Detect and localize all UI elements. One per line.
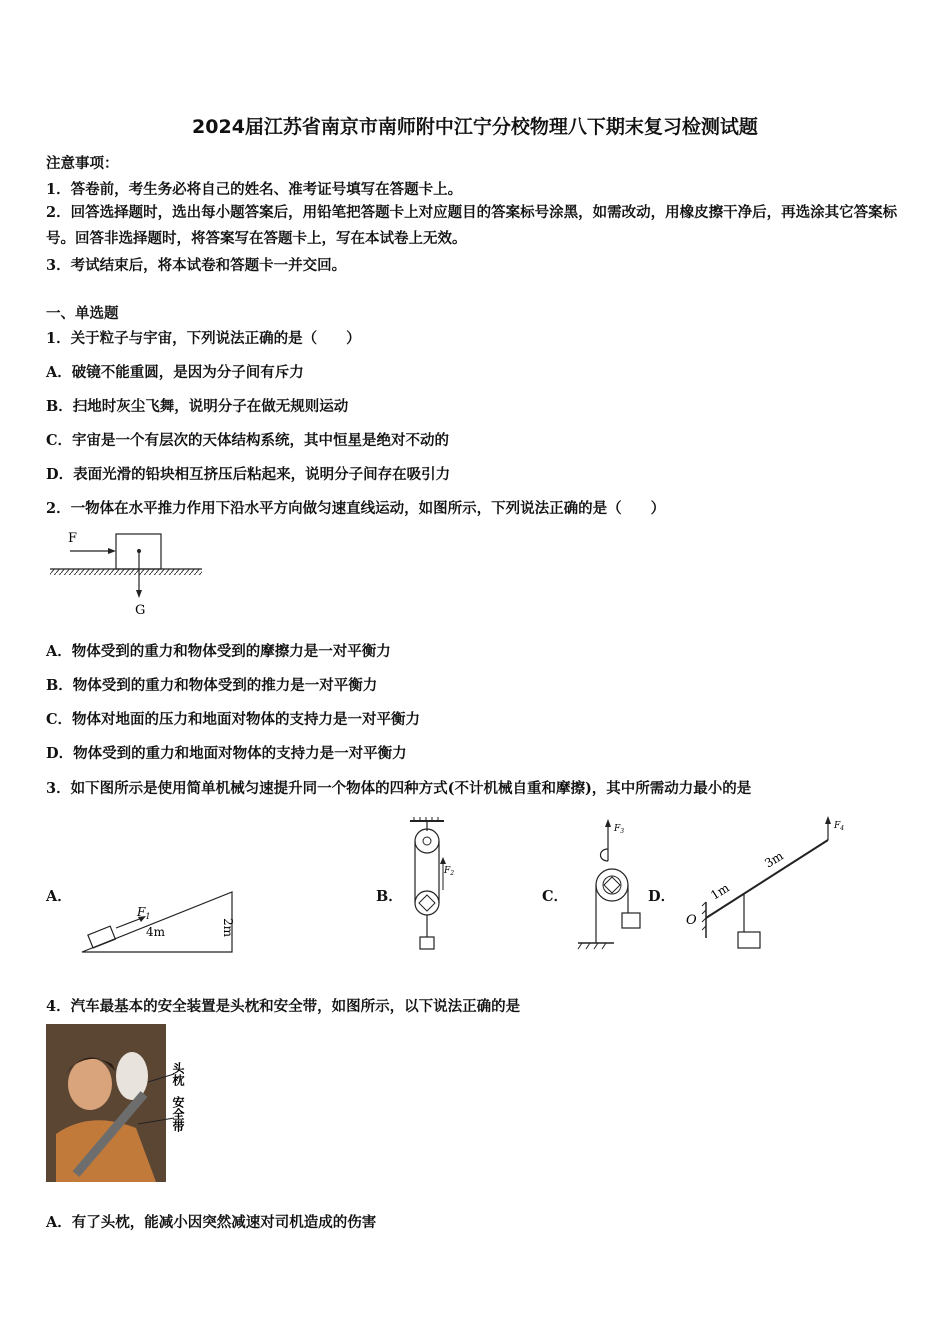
question-2-option-a: A．物体受到的重力和物体受到的摩擦力是一对平衡力: [46, 643, 391, 660]
question-2-option-d: D．物体受到的重力和地面对物体的支持力是一对平衡力: [46, 745, 407, 762]
section-heading: 一、单选题: [46, 305, 119, 322]
lever-bar: [706, 840, 828, 918]
figure-d-lever: [680, 812, 860, 957]
height-label: 2m: [221, 918, 235, 938]
headrest-label: 头枕: [171, 1062, 185, 1086]
fixed-pulley: [415, 829, 439, 853]
notice-item: 2．回答选择题时，选出每小题答案后，用铅笔把答题卡上对应题目的答案标号涂黑，如需改动，用橡皮擦干净后，再选涂其它答案标号。回答非选择题时，将答案写在答题卡上，写在本试卷上无效。: [46, 204, 898, 247]
question-3-label-a: A．: [46, 888, 72, 905]
figure-b-pulley-block: [400, 815, 470, 955]
question-1-stem: 1．关于粒子与宇宙，下列说法正确的是（ ）: [46, 330, 361, 347]
pivot-label: O: [686, 913, 697, 928]
headrest: [116, 1052, 148, 1100]
short-arm-label: 1m: [708, 880, 732, 903]
force-f1-arrow: [116, 918, 142, 928]
force-f4-label: $F_4$: [834, 821, 845, 832]
question-2-option-c: C．物体对地面的压力和地面对物体的支持力是一对平衡力: [46, 711, 421, 728]
question-2-figure: [46, 525, 216, 620]
gravity-arrow-head: [136, 590, 142, 598]
notice-heading: 注意事项：: [46, 155, 119, 172]
force-f2-label: $F_2$: [444, 866, 455, 877]
force-f1-label: $F_1$: [137, 905, 151, 921]
question-3-label-b: B．: [376, 888, 403, 905]
figure-c-pulley: [570, 815, 650, 955]
load-block-c: [622, 913, 640, 928]
incline-block: [88, 926, 115, 948]
question-1-option-c: C．宇宙是一个有层次的天体结构系统，其中恒星是绝对不动的: [46, 432, 450, 449]
notice-item: 3．考试结束后，将本试卷和答题卡一并交回。: [46, 257, 347, 274]
seatbelt-label: 安全带: [171, 1096, 185, 1132]
page-title: 2024届江苏省南京市南师附中江宁分校物理八下期末复习检测试题: [192, 116, 758, 138]
question-3-label-d: D．: [648, 888, 676, 905]
gravity-label: G: [135, 603, 146, 618]
force-f3-label: $F_3$: [614, 824, 625, 835]
question-2-option-b: B．物体受到的重力和物体受到的推力是一对平衡力: [46, 677, 378, 694]
question-1-option-a: A．破镜不能重圆，是因为分子间有斥力: [46, 364, 304, 381]
long-arm-label: 3m: [762, 848, 786, 871]
question-3-stem: 3．如下图所示是使用简单机械匀速提升同一个物体的四种方式(不计机械自重和摩擦)，其中所需动力最小的是: [46, 780, 752, 797]
push-arrow-head: [108, 548, 116, 554]
length-label: 4m: [146, 925, 166, 939]
driver-face: [68, 1058, 112, 1110]
load-block-d: [738, 932, 760, 948]
question-2-stem: 2．一物体在水平推力作用下沿水平方向做匀速直线运动，如图所示，下列说法正确的是（ ）: [46, 500, 666, 517]
question-1-option-d: D．表面光滑的铅块相互挤压后粘起来，说明分子间存在吸引力: [46, 466, 451, 483]
notice-item: 1．答卷前，考生务必将自己的姓名、准考证号填写在答题卡上。: [46, 181, 463, 198]
figure-a-incline: [76, 880, 246, 960]
question-4-stem: 4．汽车最基本的安全装置是头枕和安全带，如图所示，以下说法正确的是: [46, 998, 521, 1015]
pulley-wheel: [596, 869, 628, 901]
load-block: [420, 937, 434, 949]
force-label: F: [68, 531, 78, 546]
question-4-photo: [46, 1024, 196, 1184]
ground-hatch: [50, 569, 202, 575]
question-4-option-a: A．有了头枕，能减小因突然减速对司机造成的伤害: [46, 1214, 377, 1231]
question-3-label-c: C．: [542, 888, 569, 905]
question-1-option-b: B．扫地时灰尘飞舞，说明分子在做无规则运动: [46, 398, 349, 415]
